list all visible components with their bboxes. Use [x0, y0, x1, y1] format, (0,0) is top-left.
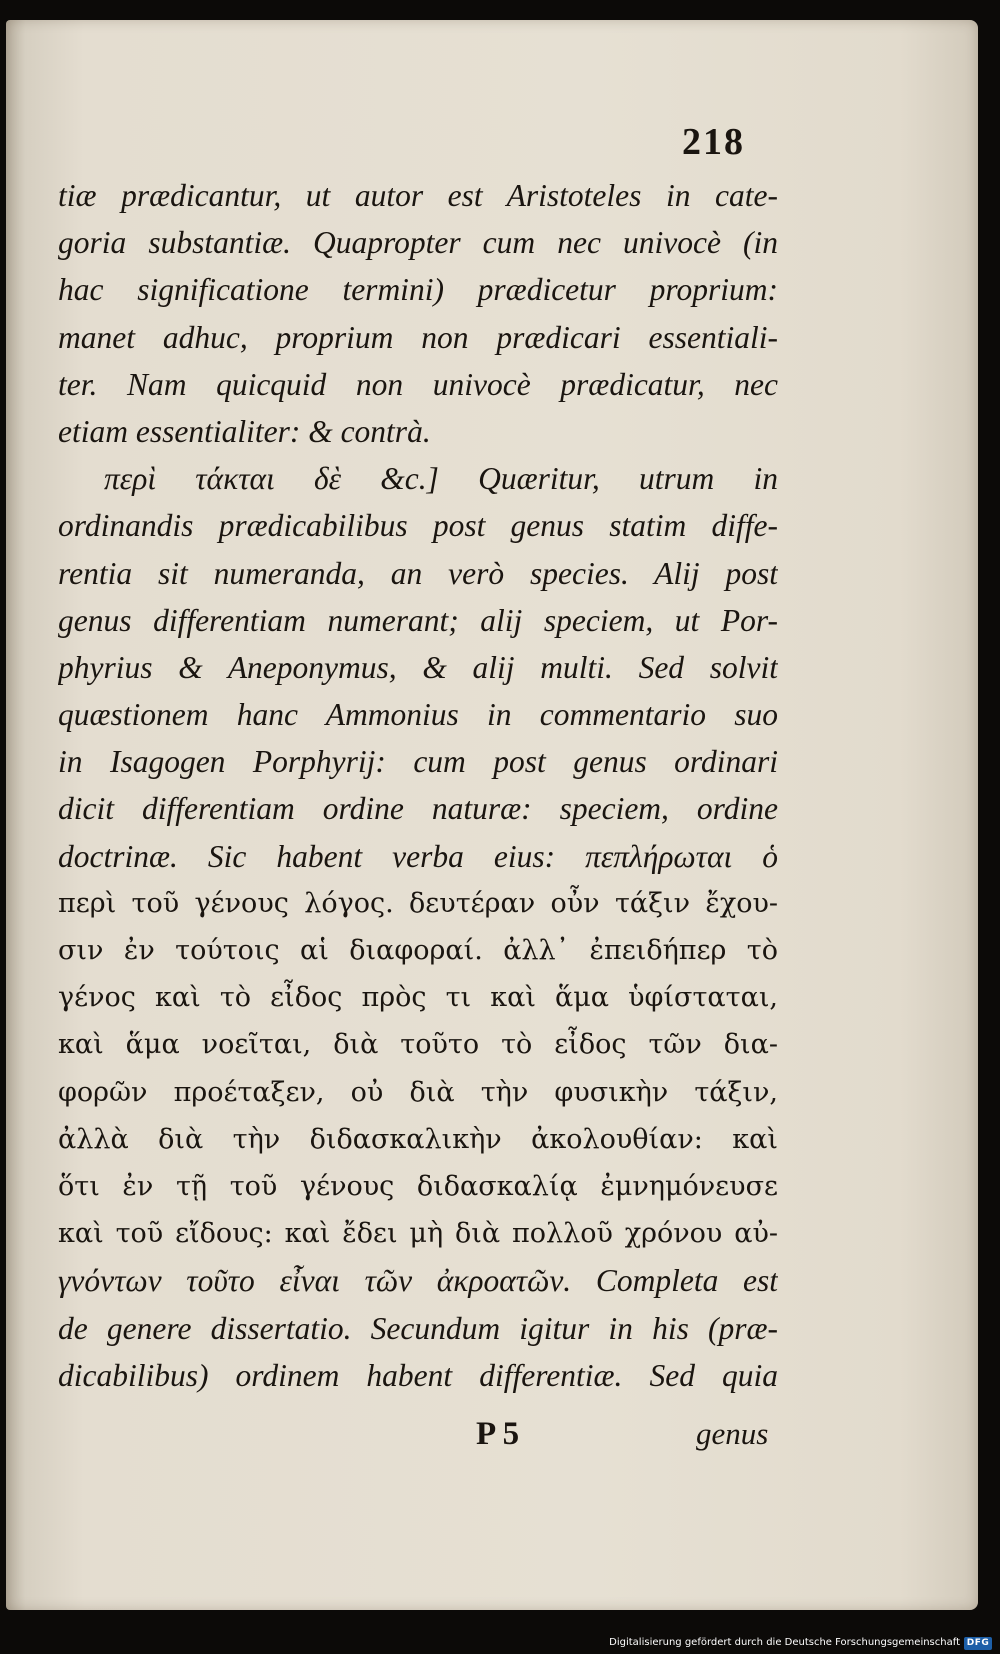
- text-line: rentia sit numeranda, an verò species. Alij post: [58, 555, 778, 591]
- text-line: manet adhuc, proprium non prædicari essentiali-: [58, 319, 778, 355]
- text-line: καὶ τοῦ εἴδους: καὶ ἔδει μὴ διὰ πολλοῦ χρόνου αὐ-: [58, 1218, 778, 1250]
- text-line: γνόντων τοῦτο εἶναι τῶν ἀκροατῶν. Completa est: [58, 1263, 778, 1299]
- signature-mark: P 5: [476, 1416, 520, 1452]
- text-line: de genere dissertatio. Secundum igitur in his (præ-: [58, 1310, 778, 1346]
- text-line: περὶ τοῦ γένους λόγος. δευτέραν οὖν τάξιν ἔχου-: [58, 887, 778, 919]
- credit-text: Digitalisierung gefördert durch die Deutsche Forschungsgemeinschaft: [609, 1637, 960, 1648]
- text-line: hac significatione termini) prædicetur proprium:: [58, 272, 778, 308]
- text-line: dicabilibus) ordinem habent differentiæ. Sed quia: [58, 1357, 778, 1393]
- text-line: phyrius & Aneponymus, & alij multi. Sed solvit: [58, 649, 778, 685]
- text-line: quæstionem hanc Ammonius in commentario suo: [58, 697, 778, 733]
- text-line: καὶ ἅμα νοεῖται, διὰ τοῦτο τὸ εἶδος τῶν δια-: [58, 1029, 778, 1061]
- text-line: περὶ τάκται δὲ &c.] Quæritur, utrum in: [104, 461, 778, 497]
- text-line: goria substantiæ. Quapropter cum nec univocè (in: [58, 225, 778, 261]
- text-line: φορῶν προέταξεν, οὐ διὰ τὴν φυσικὴν τάξιν,: [58, 1076, 778, 1108]
- text-line: σιν ἐν τούτοις αἱ διαφοραί. ἀλλ᾽ ἐπειδήπερ τὸ: [58, 935, 778, 966]
- text-line: genus differentiam numerant; alij speciem, ut Por-: [58, 602, 778, 638]
- page-number: 218: [682, 121, 745, 163]
- text-line: ter. Nam quicquid non univocè prædicatur, nec: [58, 366, 778, 402]
- text-line: in Isagogen Porphyrij: cum post genus ordinari: [58, 744, 778, 780]
- dfg-logo: DFG: [964, 1637, 992, 1650]
- text-line: ordinandis prædicabilibus post genus statim diffe-: [58, 508, 778, 544]
- text-line: doctrinæ. Sic habent verba eius: πεπλήρωται ὁ: [58, 838, 778, 874]
- digitization-credit: [609, 1636, 992, 1650]
- catchword: genus: [696, 1416, 769, 1451]
- book-page: [6, 20, 978, 1610]
- text-line: etiam essentialiter: & contrà.: [58, 413, 431, 449]
- text-line: ὅτι ἐν τῇ τοῦ γένους διδασκαλίᾳ ἐμνημόνευσε: [58, 1170, 778, 1202]
- text-line: γένος καὶ τὸ εἶδος πρὸς τι καὶ ἅμα ὑφίσταται,: [58, 982, 778, 1014]
- text-line: tiæ prædicantur, ut autor est Aristoteles in cate-: [58, 178, 778, 213]
- text-line: ἀλλὰ διὰ τὴν διδασκαλικὴν ἀκολουθίαν: καὶ: [58, 1123, 778, 1155]
- text-line: dicit differentiam ordine naturæ: speciem, ordine: [58, 791, 778, 827]
- text-block: [58, 172, 778, 1399]
